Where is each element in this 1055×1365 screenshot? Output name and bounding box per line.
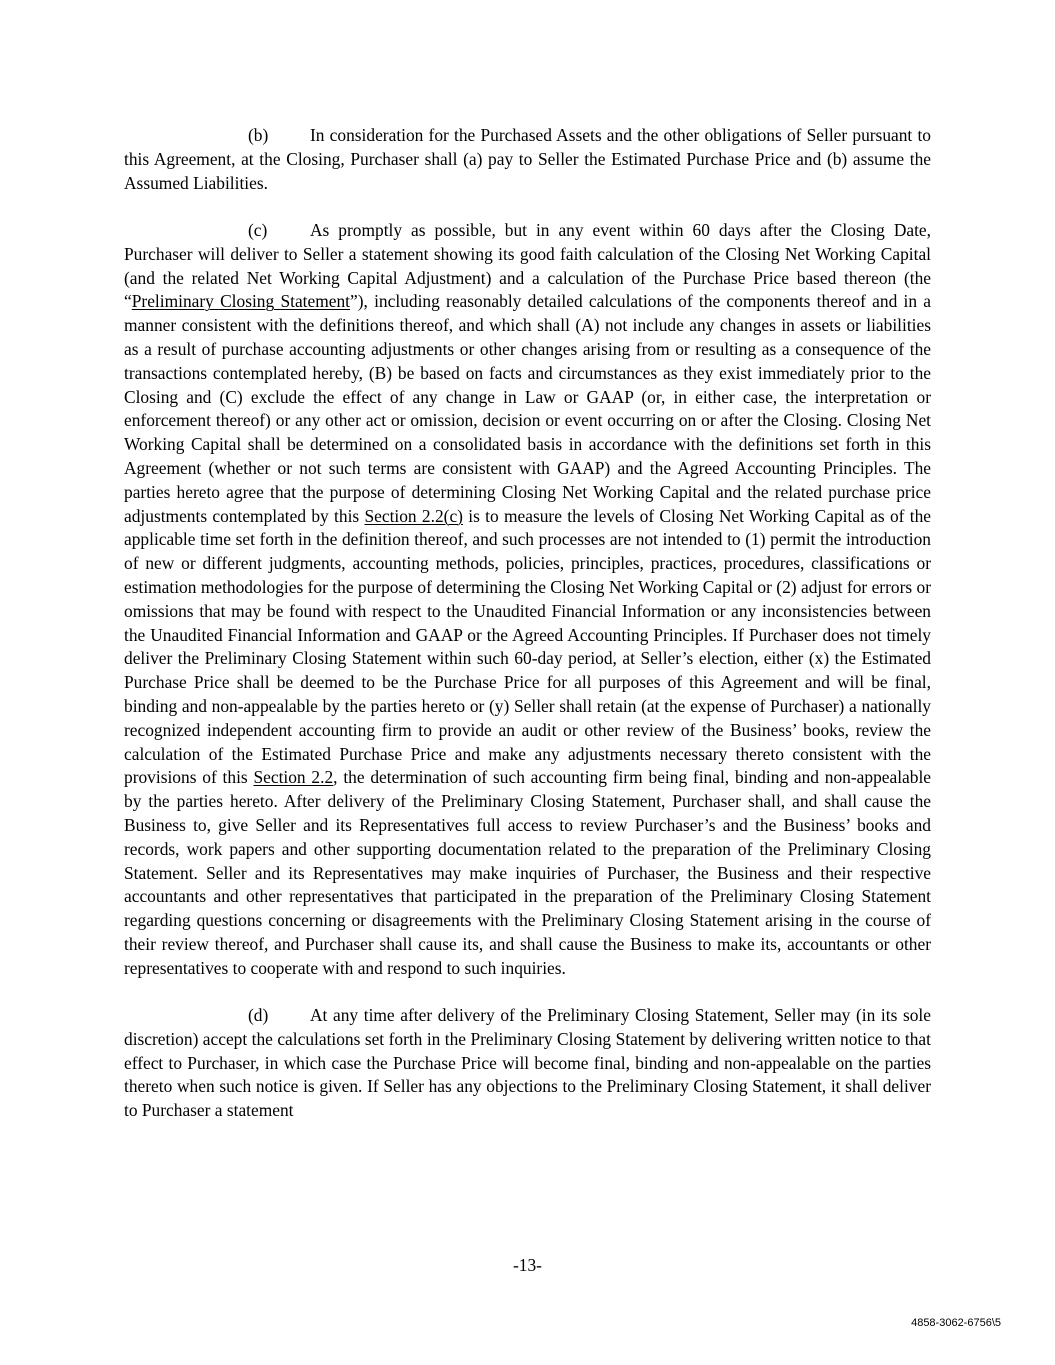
paragraph-c-text-1: As promptly as possible, but in any event within 60 days after the Closing Date, Purchaser will deliver to Seller a statement showing its good faith calculation of the Closing Net Working Capital (and the related Net Working Capital Adjustment) and a calculation of the Purchase Price based thereon (the “ bbox=[124, 219, 931, 312]
paragraph-c-text-3: is to measure the levels of Closing Net Working Capital as of the applicable time set forth in the definition thereof, and such processes are not intended to (1) permit the introduction of new or different judgments, accounting methods, policies, principles, practices, procedures, classifications or estimation methodologies for the purpose of determining the Closing Net Working Capital or (2) adjust for errors or omissions that may be found with respect to the Unaudited Financial Information or any inconsistencies between the Unaudited Financial Information and GAAP or the Agreed Accounting Principles. If Purchaser does not timely deliver the Preliminary Closing Statement within such 60-day period, at Seller’s election, either (x) the Estimated Purchase Price shall be deemed to be the Purchase Price for all purposes of this Agreement and will be final, binding and non-appealable by the parties hereto or (y) Seller shall retain (at the expense of Purchaser) a nationally recognized independent accounting firm to provide an audit or other review of the Business’ books, review the calculation of the Estimated Purchase Price and make any adjustments necessary thereto consistent with the provisions of this bbox=[124, 505, 931, 788]
paragraph-d-text: At any time after delivery of the Preliminary Closing Statement, Seller may (in its sole discretion) accept the calculations set forth in the Preliminary Closing Statement by delivering written notice to that effect to Purchaser, in which case the Purchase Price will become final, binding and non-appealable on the parties thereto when such notice is given. If Seller has any objections to the Preliminary Closing Statement, it shall deliver to Purchaser a statement bbox=[124, 1005, 931, 1121]
paragraph-b bbox=[124, 124, 931, 195]
defined-term-preliminary-closing-statement: Preliminary Closing Statement bbox=[131, 291, 350, 312]
section-reference-2-2: Section 2.2 bbox=[253, 767, 334, 788]
paragraph-c-text-2: ”), including reasonably detailed calculations of the components thereof and in a manner consistent with the definitions thereof, and which shall (A) not include any changes in assets or liabilities as a result of purchase accounting adjustments or other changes arising from or resulting as a consequence of the transactions contemplated hereby, (B) be based on facts and circumstances as they exist immediately prior to the Closing and (C) exclude the effect of any change in Law or GAAP (or, in either case, the interpretation or enforcement thereof) or any other act or omission, decision or event occurring on or after the Closing. Closing Net Working Capital shall be determined on a consolidated basis in accordance with the definitions set forth in this Agreement (whether or not such terms are consistent with GAAP) and the Agreed Accounting Principles. The parties hereto agree that the purpose of determining Closing Net Working Capital and the related purchase price adjustments contemplated by this bbox=[124, 291, 932, 526]
document-body bbox=[124, 124, 931, 1147]
section-reference-2-2-c: Section 2.2(c) bbox=[364, 505, 463, 526]
document-id: 4858-3062-6756\5 bbox=[911, 1317, 1001, 1329]
page-number: -13- bbox=[513, 1255, 542, 1275]
paragraph-b-number: (b) bbox=[248, 125, 269, 145]
paragraph-c-text-4: , the determination of such accounting firm being final, binding and non-appealable by the parties hereto. After delivery of the Preliminary Closing Statement, Purchaser shall, and shall cause the Business to, give Seller and its Representatives full access to review Purchaser’s and the Business’ books and records, work papers and other supporting documentation related to the preparation of the Preliminary Closing Statement. Seller and its Representatives may make inquiries of Purchaser, the Business and their respective accountants and other representatives that participated in the preparation of the Preliminary Closing Statement regarding questions concerning or disagreements with the Preliminary Closing Statement arising in the course of their review thereof, and Purchaser shall cause its, and shall cause the Business to make its, accountants or other representatives to cooperate with and respond to such inquiries. bbox=[124, 767, 931, 978]
paragraph-d-number: (d) bbox=[248, 1005, 269, 1026]
paragraph-c bbox=[124, 219, 931, 981]
paragraph-d bbox=[124, 1004, 931, 1123]
paragraph-c-number: (c) bbox=[248, 219, 268, 240]
paragraph-b-text: In consideration for the Purchased Assets and the other obligations of Seller pursuant to this Agreement, at the Closing, Purchaser shall (a) pay to Seller the Estimated Purchase Price and (b) assume the Assumed Liabilities. bbox=[124, 125, 931, 193]
